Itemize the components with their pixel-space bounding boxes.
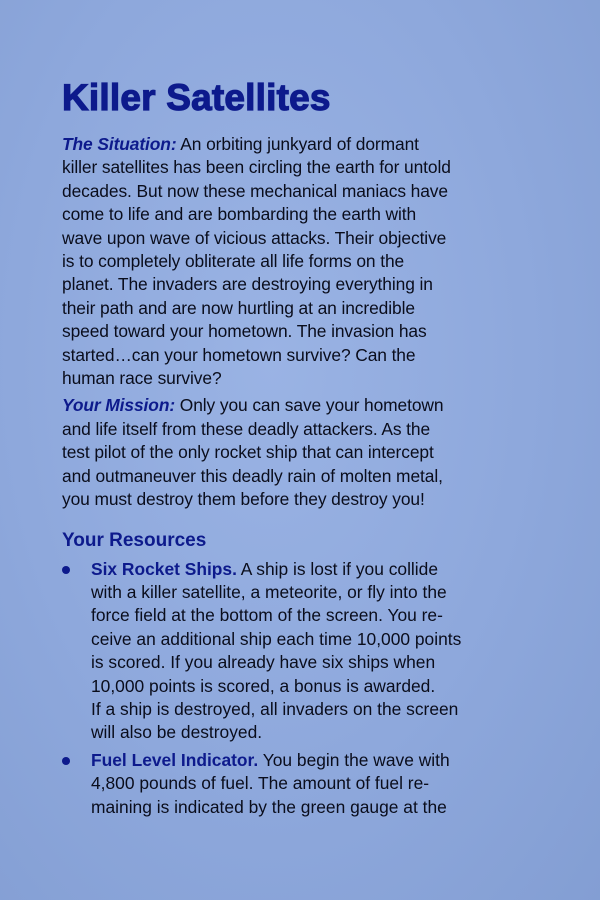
resources-heading: Your Resources xyxy=(62,529,207,551)
resource-line: You begin the wave with xyxy=(258,749,450,770)
page-title: Killer Satellites xyxy=(62,77,331,118)
resource-line: force field at the bottom of the screen. You re- xyxy=(91,605,443,626)
resource-line: If a ship is destroyed, all invaders on the screen xyxy=(91,698,459,719)
resource-line: with a killer satellite, a meteorite, or fly into the xyxy=(91,581,447,602)
resource-label: Fuel Level Indicator. xyxy=(91,749,259,770)
manual-page xyxy=(62,76,582,823)
resource-line: will also be destroyed. xyxy=(91,722,263,743)
situation-line: human race survive? xyxy=(62,368,222,389)
mission-line: Only you can save your hometown xyxy=(175,395,444,416)
resource-label: Six Rocket Ships. xyxy=(91,558,237,579)
resource-line: maining is indicated by the green gauge at the xyxy=(91,796,447,817)
bullet-icon xyxy=(62,757,70,765)
situation-line: their path and are now hurtling at an incredible xyxy=(62,297,415,318)
situation-line: planet. The invaders are destroying everything in xyxy=(62,274,433,295)
resource-line: 4,800 pounds of fuel. The amount of fuel re- xyxy=(91,773,430,794)
situation-line: speed toward your hometown. The invasion has xyxy=(62,321,427,342)
situation-line: wave upon wave of vicious attacks. Their objective xyxy=(62,227,447,248)
resource-line: A ship is lost if you collide xyxy=(236,558,438,579)
bullet-icon xyxy=(62,566,70,574)
situation-line: killer satellites has been circling the earth for untold xyxy=(62,157,451,178)
situation-line: come to life and are bombarding the earth with xyxy=(62,204,417,225)
situation-line: started…can your hometown survive? Can the xyxy=(62,344,416,365)
mission-line: you must destroy them before they destroy you! xyxy=(62,489,425,510)
mission-line: and outmaneuver this deadly rain of molten metal, xyxy=(62,465,443,486)
resource-line: is scored. If you already have six ships when xyxy=(91,652,436,673)
resources-list xyxy=(62,558,582,819)
mission-label: Your Mission: xyxy=(62,395,176,416)
list-item xyxy=(62,558,582,745)
situation-paragraph xyxy=(62,133,582,390)
resource-line: ceive an additional ship each time 10,000 points xyxy=(91,628,462,649)
situation-label: The Situation: xyxy=(62,134,177,154)
mission-line: test pilot of the only rocket ship that can intercept xyxy=(62,442,434,463)
mission-paragraph xyxy=(62,394,582,511)
mission-line: and life itself from these deadly attackers. As the xyxy=(62,418,431,439)
situation-line: decades. But now these mechanical maniacs have xyxy=(62,180,448,201)
resource-line: 10,000 points is scored, a bonus is awarded. xyxy=(91,675,436,696)
situation-line: is to completely obliterate all life forms on the xyxy=(62,251,405,272)
situation-line: An orbiting junkyard of dormant xyxy=(176,134,419,154)
list-item xyxy=(62,749,582,819)
